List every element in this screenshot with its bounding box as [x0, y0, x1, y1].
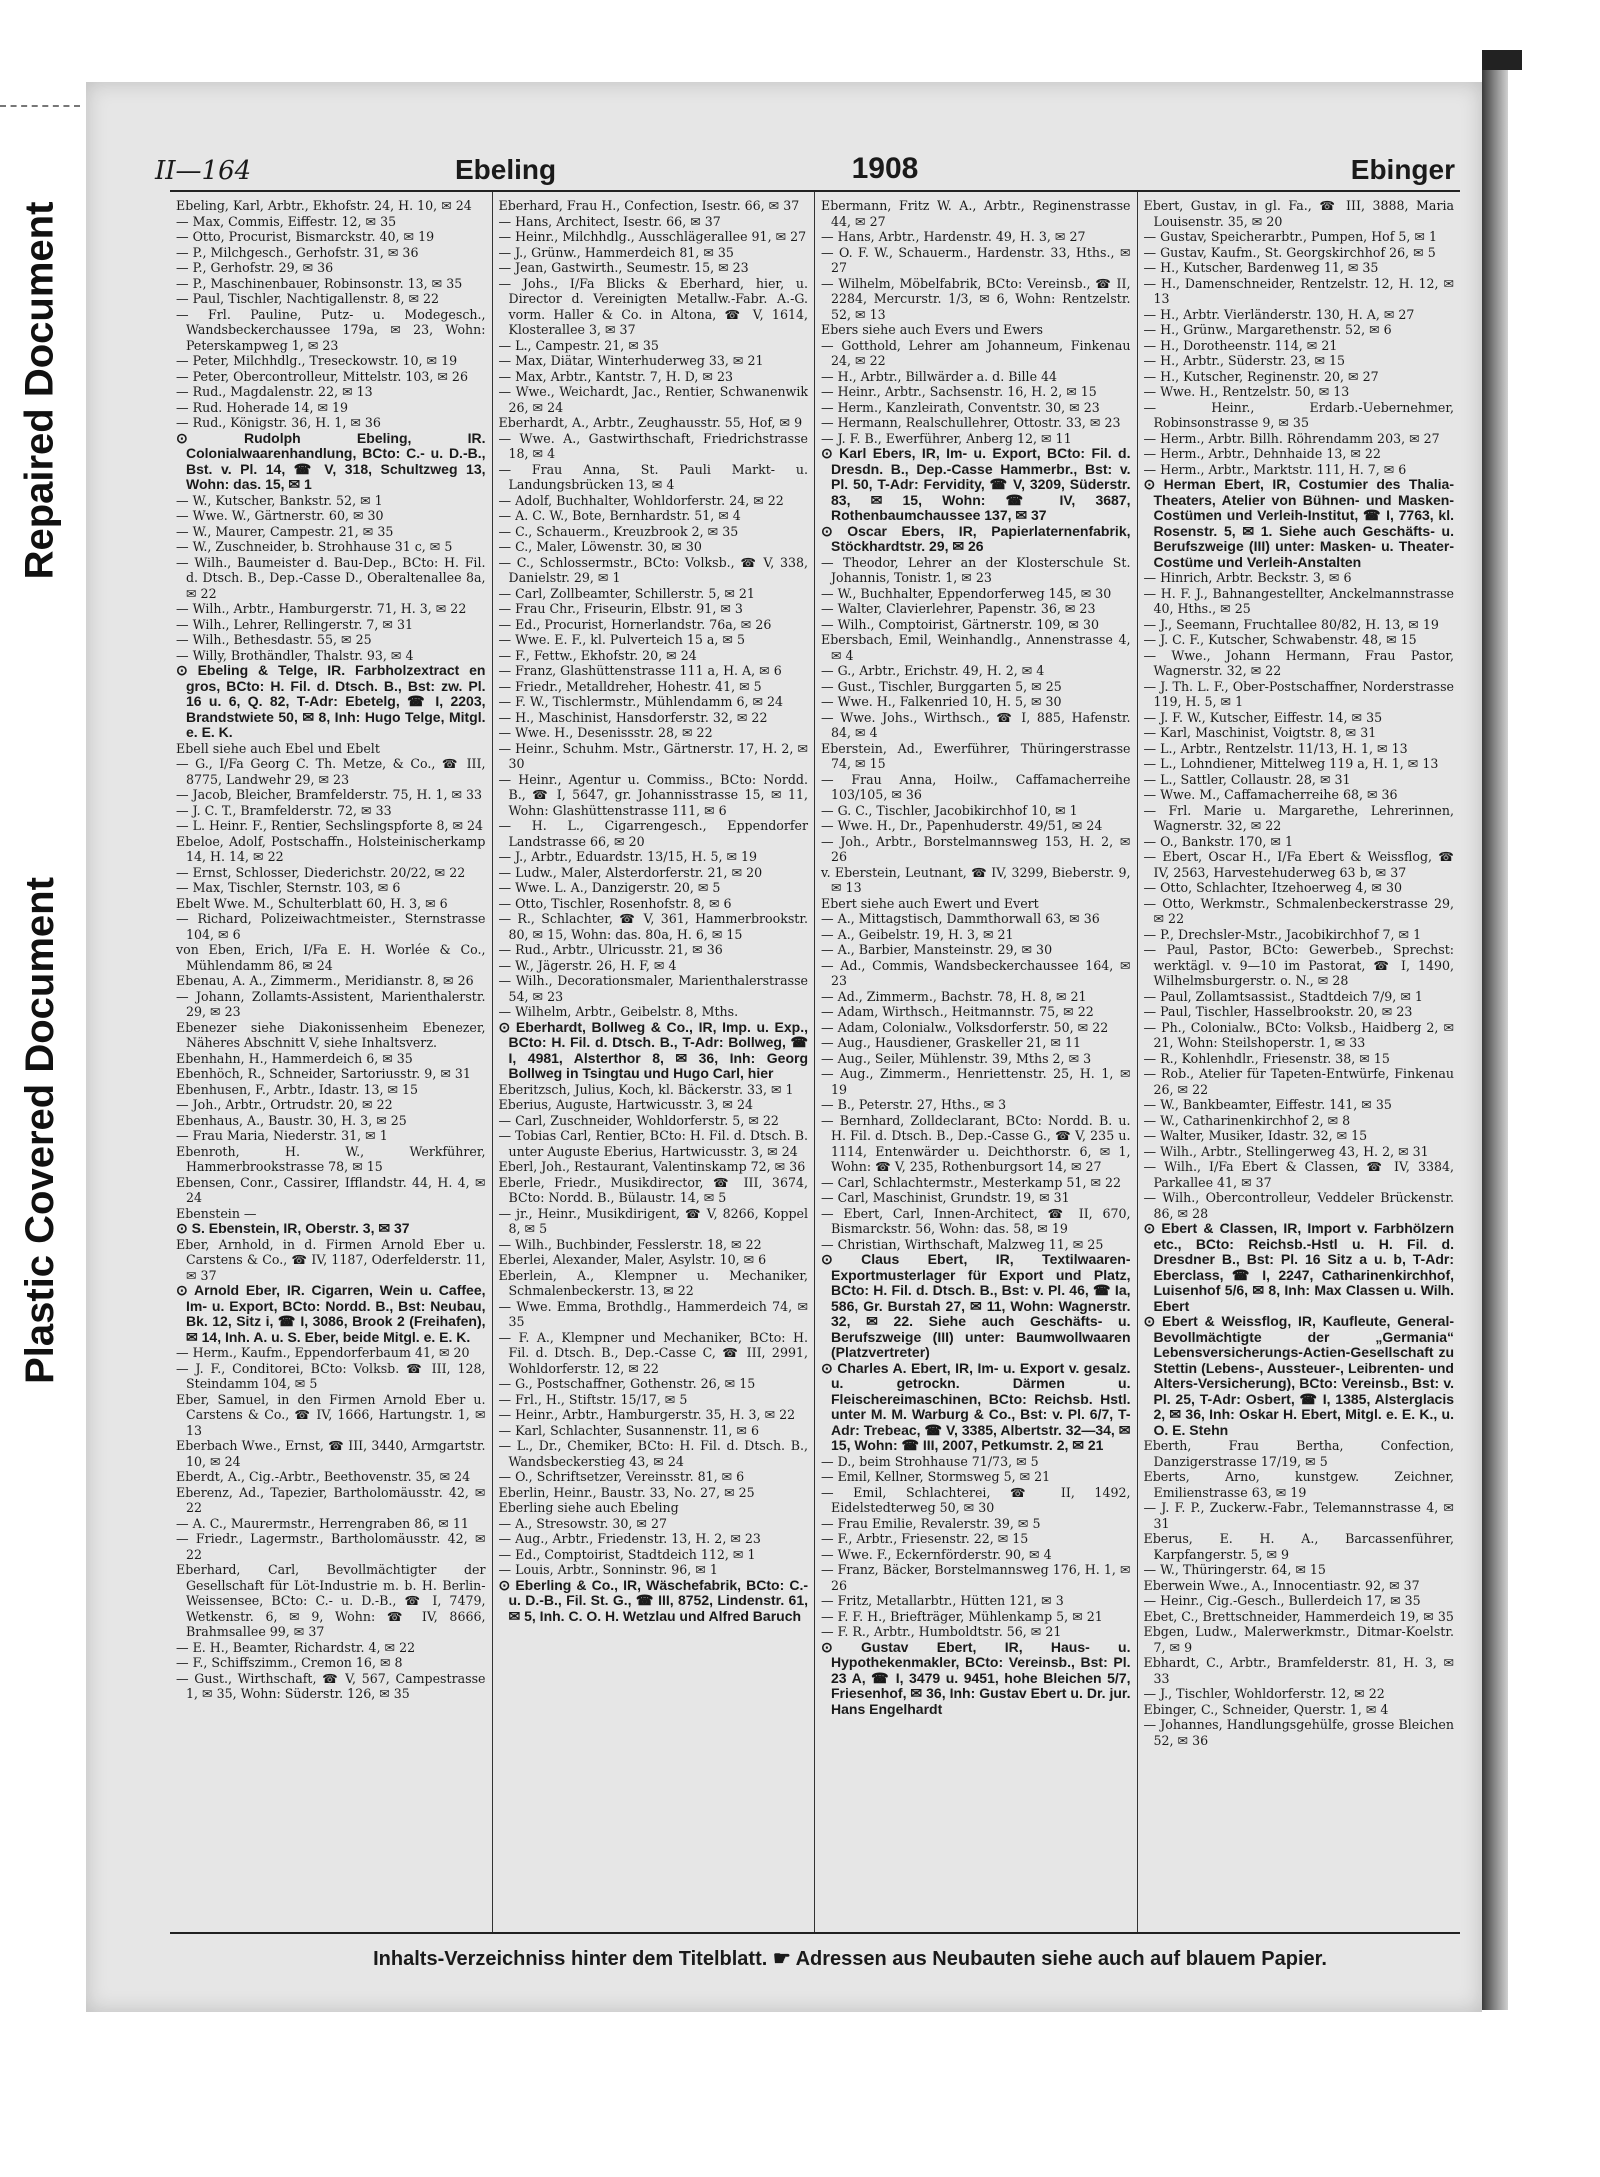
directory-entry: — Adolf, Buchhalter, Wohldorferstr. 24, ✉ 22 — [498, 492, 784, 508]
directory-entry: — L., Lohndiener, Mittelweg 119 a, H. 1, ✉ 13 — [1143, 756, 1439, 771]
directory-entry: — Herm., Arbtr., Marktstr. 111, H. 7, ✉ 6 — [1143, 461, 1407, 477]
directory-entry: — L., Dr., Chemiker, BCto: H. Fil. d. Dtsch. B., Wandsbeckerstieg 43, ✉ 24 — [498, 1438, 808, 1469]
directory-entry: — Wwe. H., Rentzelstr. 50, ✉ 13 — [1143, 384, 1350, 399]
directory-entry: — Frau Anna, Hoilw., Caffamacherreihe 103/105, ✉ 36 — [821, 771, 1131, 802]
directory-entry: — O. F. W., Schauerm., Hardenstr. 33, Hths., ✉ 27 — [821, 244, 1131, 275]
directory-entry: Ebers siehe auch Evers und Ewers — [821, 322, 1043, 337]
directory-entry: — Wwe., Johann Hermann, Frau Pastor, Wagnerstr. 32, ✉ 22 — [1143, 647, 1454, 678]
directory-entry: Ebenau, A. A., Zimmerm., Meridianstr. 8, ✉ 26 — [176, 973, 474, 988]
directory-entry: — Adam, Colonialw., Volksdorferstr. 50, ✉ 22 — [821, 1019, 1109, 1035]
directory-entry: — Hans, Arbtr., Hardenstr. 49, H. 3, ✉ 27 — [821, 229, 1086, 244]
directory-entry: — Max, Diätar, Winterhuderweg 33, ✉ 21 — [498, 353, 764, 368]
directory-entry: — F., Fettw., Ekhofstr. 20, ✉ 24 — [498, 647, 697, 663]
directory-entry: ⊙ Charles A. Ebert, IR, Im- u. Export v. gesalz. u. getrockn. Därmen u. Fleischereimaschinen, BCto: Reichsb. Hstl. unter M. M. Warburg & Co., Bst: v. Pl. 6/7, T-Adr: Trebeac, ☎ V, 3385, Albertstr. 32—34, ✉ 15, Wohn: ☎ III, 2007, Petkumstr. 2, ✉ 21 — [821, 1359, 1131, 1453]
directory-entry: — Wwe. H., Dr., Papenhuderstr. 49/51, ✉ 24 — [821, 818, 1103, 833]
directory-entry: — A. C. W., Bote, Bernhardstr. 51, ✉ 4 — [498, 508, 741, 523]
directory-entry: — P., Drechsler-Mstr., Jacobikirchhof 7, ✉ 1 — [1143, 926, 1422, 942]
directory-entry: ⊙ Ebert & Weissflog, IR, Kaufleute, General-Bevollmächtigte der „Germania“ Lebensversicherungs-Actien-Gesellschaft zu Stettin (Lebens-, Aussteuer-, Leibrenten- und Alters-Versicherung), BCto: Vereinsb., Bst: v. Pl. 25, T-Adr: Osbert, ☎ I, 1385, Alsterglacis 2, ✉ 36, Inh: Oskar H. Ebert, Mitgl. e. E. K., u. O. E. Stehn — [1143, 1313, 1454, 1438]
directory-entry: — Ebert, Carl, Innen-Architect, ☎ II, 670, Bismarckstr. 56, Wohn: das. 58, ✉ 19 — [821, 1205, 1131, 1236]
directory-entry: — Wilh., Lehrer, Rellingerstr. 7, ✉ 31 — [176, 616, 413, 632]
directory-entry: Eberling siehe auch Ebeling — [498, 1500, 679, 1515]
directory-entry: Eberius, Auguste, Hartwicusstr. 3, ✉ 24 — [498, 1097, 753, 1112]
directory-entry: — Fritz, Metallarbtr., Hütten 121, ✉ 3 — [821, 1593, 1064, 1608]
directory-entry: — Max, Commis, Eiffestr. 12, ✉ 35 — [176, 213, 397, 229]
directory-entry: — H., Arbtr., Süderstr. 23, ✉ 15 — [1143, 353, 1346, 368]
directory-entry: — Frau Maria, Niederstr. 31, ✉ 1 — [176, 1128, 388, 1143]
directory-entry: — Rob., Atelier für Tapeten-Entwürfe, Finkenau 26, ✉ 22 — [1143, 1066, 1454, 1097]
directory-entry: Ebenroth, H. W., Werkführer, Hammerbrookstrasse 78, ✉ 15 — [176, 1143, 486, 1174]
directory-entry: — Paul, Tischler, Hasselbrookstr. 20, ✉ 23 — [1143, 1004, 1413, 1019]
directory-entry: — Wwe. H., Desenissstr. 28, ✉ 22 — [498, 725, 713, 740]
directory-entry: — H., Damenschneider, Rentzelstr. 12, H. 12, ✉ 13 — [1143, 275, 1454, 306]
directory-entry: Ebermann, Fritz W. A., Arbtr., Reginenstrasse 44, ✉ 27 — [821, 198, 1131, 229]
directory-entry: — H., Kutscher, Reginenstr. 20, ✉ 27 — [1143, 368, 1379, 384]
directory-entry: — O., Schriftsetzer, Vereinsstr. 81, ✉ 6 — [498, 1469, 745, 1484]
directory-entry: — Frau Anna, St. Pauli Markt- u. Landungsbrücken 13, ✉ 4 — [498, 461, 808, 492]
directory-entry: Eberdt, A., Cig.-Arbtr., Beethovenstr. 35, ✉ 24 — [176, 1469, 471, 1484]
repaired-document-text: Repaired Document — [17, 201, 62, 579]
directory-entry: — J. C. T., Bramfelderstr. 72, ✉ 33 — [176, 802, 392, 818]
directory-entry: Ebenstein — — [176, 1205, 257, 1221]
directory-entry: — Wilh., Obercontrolleur, Veddeler Brückenstr. 86, ✉ 28 — [1143, 1190, 1454, 1221]
directory-entry: Eber, Samuel, in den Firmen Arnold Eber u. Carstens & Co., ☎ IV, 1666, Hartungstr. 1, ✉ 13 — [176, 1391, 486, 1438]
directory-entry: — Aug., Zimmerm., Henriettenstr. 25, H. 1, ✉ 19 — [821, 1066, 1131, 1097]
directory-entry: — F., Arbtr., Friesenstr. 22, ✉ 15 — [821, 1531, 1029, 1546]
directory-entry: — Ed., Procurist, Hornerlandstr. 76a, ✉ 26 — [498, 616, 772, 632]
directory-entry: — Wwe. Emma, Brothdlg., Hammerdeich 74, ✉ 35 — [498, 1298, 808, 1329]
directory-entry: — Karl, Maschinist, Voigtstr. 8, ✉ 31 — [1143, 725, 1377, 740]
directory-entry: — F. F. H., Briefträger, Mühlenkamp 5, ✉ 21 — [821, 1608, 1103, 1624]
directory-entry: — Heinr., Schuhm. Mstr., Gärtnerstr. 17, H. 2, ✉ 30 — [498, 740, 808, 771]
directory-entry: Ebhardt, C., Arbtr., Bramfelderstr. 81, H. 3, ✉ 33 — [1143, 1655, 1454, 1686]
directory-entry: — W., Maurer, Campestr. 21, ✉ 35 — [176, 523, 394, 539]
directory-entry: Ebenhaus, A., Baustr. 30, H. 3, ✉ 25 — [176, 1112, 407, 1128]
directory-entry: Ebenezer siehe Diakonissenheim Ebenezer, Näheres Abschnitt V, siehe Inhaltsverz. — [176, 1019, 486, 1050]
directory-entry: Ebet, C., Brettschneider, Hammerdeich 19, ✉ 35 — [1143, 1608, 1454, 1624]
directory-entry: — Frau Emilie, Revalerstr. 39, ✉ 5 — [821, 1515, 1041, 1531]
directory-entry: — Otto, Procurist, Bismarckstr. 40, ✉ 19 — [176, 229, 435, 244]
directory-entry: Ebert siehe auch Ewert und Evert — [821, 895, 1039, 911]
column-4 — [1138, 192, 1461, 1932]
directory-entry: — Gotthold, Lehrer am Johanneum, Finkenau 24, ✉ 22 — [821, 337, 1131, 368]
directory-entry: — Herm., Kaufm., Eppendorferbaum 41, ✉ 20 — [176, 1345, 470, 1360]
directory-entry: — Paul, Zollamtsassist., Stadtdeich 7/9, ✉ 1 — [1143, 988, 1423, 1004]
directory-entry: — Ernst, Schlosser, Diederichstr. 20/22, ✉ 22 — [176, 864, 466, 880]
directory-entry: — H. F. J., Bahnangestellter, Anckelmannstrasse 40, Hths., ✉ 25 — [1143, 585, 1454, 616]
directory-entry: — G., Arbtr., Erichstr. 49, H. 2, ✉ 4 — [821, 663, 1045, 678]
directory-columns — [170, 190, 1460, 1934]
directory-entry: — H., Kutscher, Bardenweg 11, ✉ 35 — [1143, 260, 1379, 275]
directory-entry: — Heinr., Arbtr., Hamburgerstr. 35, H. 3, ✉ 22 — [498, 1407, 796, 1422]
directory-entry: — G., I/Fa Georg C. Th. Metze, & Co., ☎ III, 8775, Landwehr 29, ✉ 23 — [176, 756, 486, 787]
directory-entry: v. Eberstein, Leutnant, ☎ IV, 3299, Bieberstr. 9, ✉ 13 — [821, 864, 1131, 895]
directory-entry: Eberlei, Alexander, Maler, Asylstr. 10, ✉ 6 — [498, 1252, 767, 1267]
directory-entry: — P., Gerhofstr. 29, ✉ 36 — [176, 260, 334, 275]
directory-entry: Eberle, Friedr., Musikdirector, ☎ III, 3674, BCto: Nordd. B., Bülaustr. 14, ✉ 5 — [498, 1174, 808, 1205]
directory-entry: — Max, Tischler, Sternstr. 103, ✉ 6 — [176, 880, 401, 895]
directory-entry: — J., Seemann, Fruchtallee 80/82, H. 13, ✉ 19 — [1143, 616, 1439, 632]
directory-entry: — A., Barbier, Mansteinstr. 29, ✉ 30 — [821, 942, 1053, 957]
directory-entry: — Theodor, Lehrer an der Klosterschule St. Johannis, Tonistr. 1, ✉ 23 — [821, 554, 1131, 585]
directory-entry: — Peter, Obercontrolleur, Mittelstr. 103, ✉ 26 — [176, 368, 468, 384]
directory-entry: Eberhardt, A., Arbtr., Zeughausstr. 55, Hof, ✉ 9 — [498, 415, 803, 430]
directory-entry: — G. C., Tischler, Jacobikirchhof 10, ✉ 1 — [821, 802, 1078, 818]
directory-entry: — Emil, Schlachterei, ☎ II, 1492, Eidelstedterweg 50, ✉ 30 — [821, 1484, 1131, 1515]
directory-entry: — Wilh., Baumeister d. Bau-Dep., BCto: H. Fil. d. Dtsch. B., Dep.-Casse D., Oberaltenallee 8a, ✉ 22 — [176, 554, 486, 601]
directory-entry: — P., Maschinenbauer, Robinsonstr. 13, ✉ 35 — [176, 275, 463, 291]
directory-entry: — L., Campestr. 21, ✉ 35 — [498, 337, 659, 353]
directory-entry: — Christian, Wirthschaft, Malzweg 11, ✉ 25 — [821, 1236, 1104, 1252]
directory-entry: Ebenhahn, H., Hammerdeich 6, ✉ 35 — [176, 1050, 413, 1066]
directory-entry: ⊙ S. Ebenstein, IR, Oberstr. 3, ✉ 37 — [176, 1220, 410, 1236]
directory-entry: — C., Maler, Löwenstr. 30, ✉ 30 — [498, 539, 702, 554]
directory-entry: — Friedr., Metalldreher, Hohestr. 41, ✉ 5 — [498, 678, 762, 694]
directory-entry: — Wwe. L. A., Danzigerstr. 20, ✉ 5 — [498, 880, 721, 895]
directory-entry: — Rud. Hoherade 14, ✉ 19 — [176, 399, 349, 415]
directory-entry: Ebensen, Conr., Cassirer, Ifflandstr. 44, H. 4, ✉ 24 — [176, 1174, 486, 1205]
directory-entry: Eberitzsch, Julius, Koch, kl. Bäckerstr. 33, ✉ 1 — [498, 1081, 794, 1097]
page-number: II—164 — [155, 156, 252, 186]
directory-entry: — Ed., Comptoirist, Stadtdeich 112, ✉ 1 — [498, 1546, 756, 1562]
directory-entry: — H., Grünw., Margarethenstr. 52, ✉ 6 — [1143, 322, 1392, 337]
directory-entry: Eberl, Joh., Restaurant, Valentinskamp 72, ✉ 36 — [498, 1159, 806, 1174]
directory-entry: — Willy, Brothändler, Thalstr. 93, ✉ 4 — [176, 647, 414, 663]
dashed-cut-line — [0, 105, 80, 107]
directory-entry: — Johs., I/Fa Blicks & Eberhard, hier, u. Director d. Vereinigten Metallw.-Fabr. A.-G. vorm. Haller & Co. in Altona, ☎ V, 1614, Klosterallee 3, ✉ 37 — [498, 275, 808, 337]
directory-entry: — Wilh., I/Fa Ebert & Classen, ☎ IV, 3384, Parkallee 41, ✉ 37 — [1143, 1159, 1454, 1190]
directory-entry: — G., Postschaffner, Gothenstr. 26, ✉ 15 — [498, 1376, 756, 1391]
directory-entry: — L. Heinr. F., Rentier, Sechslingspforte 8, ✉ 24 — [176, 818, 484, 833]
directory-entry: — A., Stresowstr. 30, ✉ 27 — [498, 1515, 667, 1531]
directory-entry: — Wwe. Johs., Wirthsch., ☎ I, 885, Hafenstr. 84, ✉ 4 — [821, 709, 1131, 740]
directory-entry: — Wwe., Weichardt, Jac., Rentier, Schwanenwik 26, ✉ 24 — [498, 384, 808, 415]
column-2 — [493, 192, 816, 1932]
directory-entry: Ebgen, Ludw., Malerwerkmstr., Ditmar-Koelstr. 7, ✉ 9 — [1143, 1624, 1454, 1655]
footer-note: Inhalts-Verzeichniss hinter dem Titelblatt. ☛ Adressen aus Neubauten siehe auch auf blauem Papier. — [373, 1948, 1327, 1970]
directory-entry: — Wilh., Comptoirist, Gärtnerstr. 109, ✉ 30 — [821, 616, 1099, 632]
directory-entry: — Richard, Polizeiwachtmeister., Sternstrasse 104, ✉ 6 — [176, 911, 486, 942]
directory-entry: — C., Schlossermstr., BCto: Volksb., ☎ V, 338, Danielstr. 29, ✉ 1 — [498, 554, 808, 585]
directory-entry: — L., Sattler, Collaustr. 28, ✉ 31 — [1143, 771, 1351, 787]
directory-entry: Eberbach Wwe., Ernst, ☎ III, 3440, Armgartstr. 10, ✉ 24 — [176, 1438, 486, 1469]
directory-entry: — Walter, Musiker, Idastr. 32, ✉ 15 — [1143, 1128, 1368, 1143]
directory-entry: — J. F. P., Zuckerw.-Fabr., Telemannstrasse 4, ✉ 31 — [1143, 1500, 1454, 1531]
directory-entry: Eberus, E. H. A., Barcassenführer, Karpfangerstr. 5, ✉ 9 — [1143, 1531, 1454, 1562]
directory-entry: ⊙ Oscar Ebers, IR, Papierlaternenfabrik, Stöckhardtstr. 29, ✉ 26 — [821, 522, 1131, 554]
directory-entry: — Jean, Gastwirth., Seumestr. 15, ✉ 23 — [498, 260, 749, 275]
directory-entry: — Bernhard, Zolldeclarant, BCto: Nordd. B. u. H. Fil. d. Dtsch. B., Dep.-Casse G., ☎ V, 235 u. 1114, Entenwärder u. Deichthorstr. 6, ✉ 1, Wohn: ☎ V, 235, Rothenburgsort 14, ✉ 27 — [821, 1112, 1131, 1174]
first-headword: Ebeling — [455, 154, 557, 185]
directory-entry: — W., Kutscher, Bankstr. 52, ✉ 1 — [176, 492, 383, 508]
directory-entry: — Ad., Zimmerm., Bachstr. 78, H. 8, ✉ 21 — [821, 988, 1087, 1004]
directory-entry: — F. R., Arbtr., Humboldtstr. 56, ✉ 21 — [821, 1624, 1062, 1639]
column-1 — [170, 192, 493, 1932]
directory-entry: — A., Mittagstisch, Dammthorwall 63, ✉ 36 — [821, 911, 1100, 926]
directory-entry: — W., Jägerstr. 26, H. F, ✉ 4 — [498, 957, 677, 973]
directory-entry: — Wwe. H., Falkenried 10, H. 5, ✉ 30 — [821, 694, 1062, 709]
directory-entry: — Carl, Schlachtermstr., Mesterkamp 51, ✉ 22 — [821, 1174, 1122, 1190]
directory-entry: Eberhard, Carl, Bevollmächtigter der Gesellschaft für Löt-Industrie m. b. H. Berlin-Weissensee, BCto: C.- u. D.-B., ☎ I, 7479, Wetkenstr. 6, ✉ 9, Wohn: ☎ IV, 8666, Brahmsallee 99, ✉ 37 — [176, 1562, 486, 1639]
directory-entry: — Hans, Architect, Isestr. 66, ✉ 37 — [498, 213, 721, 229]
directory-entry: ⊙ Gustav Ebert, IR, Haus- u. Hypothekenmakler, BCto: Vereinsb., Bst: Pl. 23 A, ☎ I, 3479 u. 9451, hohe Bleichen 5/7, Friesenhof, ✉ 36, Inh: Gustav Ebert u. Dr. jur. Hans Engelhardt — [821, 1638, 1131, 1717]
directory-entry: — Otto, Tischler, Rosenhofstr. 8, ✉ 6 — [498, 895, 732, 911]
directory-entry: — Wilhelm, Arbtr., Geibelstr. 8, Mths. — [498, 1004, 739, 1019]
directory-entry: — H., Arbtr. Vierländerstr. 130, H. A, ✉ 27 — [1143, 306, 1415, 322]
directory-entry: — P., Milchgesch., Gerhofstr. 31, ✉ 36 — [176, 244, 419, 260]
binding-edge — [1482, 50, 1508, 2010]
directory-entry: Eber, Arnhold, in d. Firmen Arnold Eber u. Carstens & Co., ☎ IV, 1187, Oderfelderstr. 11, ✉ 37 — [176, 1236, 486, 1283]
directory-entry: — A., Geibelstr. 19, H. 3, ✉ 21 — [821, 926, 1014, 942]
directory-entry: — Gust., Wirthschaft, ☎ V, 567, Campestrasse 1, ✉ 35, Wohn: Süderstr. 126, ✉ 35 — [176, 1670, 486, 1701]
directory-entry: ⊙ Ebert & Classen, IR, Import v. Farbhölzern etc., BCto: Reichsb.-Hstl u. H. Fil. d. Dresdner B., Bst: Pl. 16 Sitz a u. b, T-Adr: Eberclass, ☎ I, 2247, Catharinenkirchhof, Luisenhof 5/6, ✉ 8, Inh: Max Classen u. Wilh. Ebert — [1143, 1220, 1454, 1314]
directory-entry: Eberts, Arno, kunstgew. Zeichner, Emilienstrasse 63, ✉ 19 — [1143, 1469, 1454, 1500]
plastic-covered-label — [0, 690, 80, 1570]
directory-entry: — F. W., Tischlermstr., Mühlendamm 6, ✉ 24 — [498, 694, 784, 709]
directory-entry: — Otto, Schlachter, Itzehoerweg 4, ✉ 30 — [1143, 880, 1402, 895]
directory-entry: — Gustav, Kaufm., St. Georgskirchhof 26, ✉ 5 — [1143, 244, 1436, 260]
directory-entry: — Hinrich, Arbtr. Beckstr. 3, ✉ 6 — [1143, 570, 1352, 585]
directory-entry: — Wilh., Decorationsmaler, Marienthalerstrasse 54, ✉ 23 — [498, 973, 808, 1004]
directory-entry: — Ph., Colonialw., BCto: Volksb., Haidberg 2, ✉ 21, Wohn: Steilshoperstr. 1, ✉ 33 — [1143, 1019, 1454, 1050]
directory-entry: — H., Dorotheenstr. 114, ✉ 21 — [1143, 337, 1338, 353]
directory-entry: Ebersbach, Emil, Weinhandlg., Annenstrasse 4, ✉ 4 — [821, 632, 1131, 663]
directory-entry: ⊙ Karl Ebers, IR, Im- u. Export, BCto: Fil. d. Dresdn. B., Dep.-Casse Hammerbr., Bst: v. Pl. 50, T-Adr: Fervidity, ☎ V, 3209, Süderstr. 83, ✉ 15, Wohn: ☎ IV, 3687, Rothenbaumchaussee 137, ✉ 37 — [821, 445, 1131, 523]
directory-entry: Ebell siehe auch Ebel und Ebelt — [176, 740, 380, 756]
directory-entry: — Frau Chr., Friseurin, Elbstr. 91, ✉ 3 — [498, 601, 743, 616]
directory-entry: — Gust., Tischler, Burggarten 5, ✉ 25 — [821, 678, 1062, 694]
directory-entry: — Karl, Schlachter, Susannenstr. 11, ✉ 6 — [498, 1422, 759, 1438]
directory-entry: — Herm., Kanzleirath, Conventstr. 30, ✉ 23 — [821, 399, 1100, 415]
last-headword: Ebinger — [1350, 154, 1455, 185]
directory-entry: — Joh., Arbtr., Ortrudstr. 20, ✉ 22 — [176, 1097, 393, 1112]
directory-entry: — Joh., Arbtr., Borstelmannsweg 153, H. 2, ✉ 26 — [821, 833, 1131, 864]
directory-entry: — J., Tischler, Wohldorferstr. 12, ✉ 22 — [1143, 1686, 1385, 1701]
directory-entry: — J., Arbtr., Eduardstr. 13/15, H. 5, ✉ 19 — [498, 849, 758, 864]
directory-entry: Eberlin, Heinr., Baustr. 33, No. 27, ✉ 25 — [498, 1484, 755, 1500]
directory-entry: Ebeling, Karl, Arbtr., Ekhofstr. 24, H. 10, ✉ 24 — [176, 198, 472, 213]
directory-entry: — C., Schauerm., Kreuzbrook 2, ✉ 35 — [498, 523, 739, 539]
directory-entry: — Paul, Pastor, BCto: Gewerbeb., Sprechst: werktägl. v. 9—10 im Pastorat, ☎ I, 1490, Wilhelmsburgerstr. o. N., ✉ 28 — [1143, 942, 1454, 988]
directory-entry: Ebenhusen, F., Arbtr., Idastr. 13, ✉ 15 — [176, 1081, 419, 1097]
directory-entry: — Frl. Marie u. Margarethe, Lehrerinnen, Wagnerstr. 32, ✉ 22 — [1143, 802, 1454, 833]
directory-entry: — Aug., Arbtr., Friedenstr. 13, H. 2, ✉ 23 — [498, 1531, 761, 1546]
plastic-covered-text: Plastic Covered Document — [17, 876, 62, 1384]
directory-entry: — Otto, Werkmstr., Schmalenbeckerstrasse 29, ✉ 22 — [1143, 895, 1454, 926]
directory-entry: Ebelt Wwe. M., Schulterblatt 60, H. 3, ✉ 6 — [176, 895, 448, 911]
directory-entry: — W., Thüringerstr. 64, ✉ 15 — [1143, 1562, 1326, 1577]
directory-entry: Eberlein, A., Klempner u. Mechaniker, Schmalenbeckerstr. 13, ✉ 22 — [498, 1267, 808, 1298]
directory-entry: — Hermann, Realschullehrer, Ottostr. 33, ✉ 23 — [821, 415, 1121, 430]
directory-entry: ⊙ Herman Ebert, IR, Costumier des Thalia-Theaters, Atelier von Bühnen- und Masken-Costümen und Verleih-Institut, ☎ I, 7763, kl. Rosenstr. 5, ✉ 1. Siehe auch Geschäfts- u. Berufszweige (III) unter: Masken- u. Theater-Costüme und Verleih-Anstalten — [1143, 476, 1454, 570]
directory-entry: Ebeloe, Adolf, Postschaffn., Holsteinischerkamp 14, H. 14, ✉ 22 — [176, 833, 486, 864]
directory-entry: — Carl, Zuschneider, Wohldorferstr. 5, ✉ 22 — [498, 1112, 779, 1128]
directory-entry: Ebert, Gustav, in gl. Fa., ☎ III, 3888, Maria Louisenstr. 35, ✉ 20 — [1143, 198, 1454, 229]
directory-entry: — Tobias Carl, Rentier, BCto: H. Fil. d. Dtsch. B. unter Auguste Eberius, Hartwicusstr. 3, ✉ 24 — [498, 1128, 808, 1159]
directory-entry: — Carl, Maschinist, Grundstr. 19, ✉ 31 — [821, 1190, 1070, 1205]
directory-entry: — W., Catharinenkirchhof 2, ✉ 8 — [1143, 1112, 1351, 1128]
directory-entry: — H., Arbtr., Billwärder a. d. Bille 44 — [821, 368, 1058, 384]
directory-entry: — H. L., Cigarrengesch., Eppendorfer Landstrasse 66, ✉ 20 — [498, 818, 808, 849]
directory-entry: — Wilh., Buchbinder, Fesslerstr. 18, ✉ 22 — [498, 1236, 762, 1252]
directory-entry: Eberenz, Ad., Tapezier, Bartholomäusstr. 42, ✉ 22 — [176, 1484, 486, 1515]
directory-entry: — Wilhelm, Möbelfabrik, BCto: Vereinsb., ☎ II, 2284, Mercurstr. 1/3, ✉ 6, Wohn: Rentzelstr. 52, ✉ 13 — [821, 275, 1131, 322]
column-3 — [815, 192, 1138, 1932]
directory-entry: — Heinr., Agentur u. Commiss., BCto: Nordd. B., ☎ I, 5647, gr. Johannisstrasse 15, ✉ 11, Wohn: Glashüttenstrasse 111, ✉ 6 — [498, 771, 808, 818]
directory-entry: ⊙ Rudolph Ebeling, IR. Colonialwaarenhandlung, BCto: C.- u. D.-B., Bst. v. Pl. 14, ☎ V, 318, Schultzweg 13, Wohn: das. 15, ✉ 1 — [176, 429, 486, 492]
directory-entry: — Friedr., Lagermstr., Bartholomäusstr. 42, ✉ 22 — [176, 1531, 486, 1562]
directory-entry: — Carl, Zollbeamter, Schillerstr. 5, ✉ 21 — [498, 585, 755, 601]
directory-entry: — W., Bankbeamter, Eiffestr. 141, ✉ 35 — [1143, 1097, 1392, 1112]
directory-entry: — Heinr., Cig.-Gesch., Bullerdeich 17, ✉ 35 — [1143, 1593, 1421, 1608]
directory-entry: — Frl. Pauline, Putz- u. Modegesch., Wandsbeckerchaussee 179a, ✉ 23, Wohn: Peterskampweg 1, ✉ 23 — [176, 306, 486, 353]
directory-entry: — Rud., Königstr. 36, H. 1, ✉ 36 — [176, 415, 381, 430]
directory-entry: — Heinr., Milchhdlg., Ausschlägerallee 91, ✉ 27 — [498, 229, 807, 244]
directory-entry: — Ludw., Maler, Alsterdorferstr. 21, ✉ 20 — [498, 864, 763, 880]
repaired-document-label — [0, 130, 80, 650]
directory-entry: — D., beim Strohhause 71/73, ✉ 5 — [821, 1453, 1039, 1469]
directory-entry: — Wwe. F., Eckernförderstr. 90, ✉ 4 — [821, 1546, 1052, 1562]
directory-entry: Ebinger, C., Schneider, Querstr. 1, ✉ 4 — [1143, 1701, 1389, 1717]
directory-entry: Ebenhöch, R., Schneider, Sartoriusstr. 9, ✉ 31 — [176, 1066, 471, 1081]
directory-entry: — Rud., Magdalenstr. 22, ✉ 13 — [176, 384, 373, 399]
directory-entry: — J., Grünw., Hammerdeich 81, ✉ 35 — [498, 244, 734, 260]
directory-entry: — Johannes, Handlungsgehülfe, grosse Bleichen 52, ✉ 36 — [1143, 1717, 1454, 1748]
directory-entry: ⊙ Eberhardt, Bollweg & Co., IR, Imp. u. Exp., BCto: H. Fil. d. Dtsch. B., T-Adr: Bollweg, ☎ I, 4981, Alsterthor 8, ✉ 36, Inh: Georg Bollweg in Tsingtau und Hugo Carl, hier — [498, 1018, 808, 1081]
directory-entry: — Franz, Glashüttenstrasse 111 a, H. A, ✉ 6 — [498, 663, 782, 678]
directory-entry: — J. F., Conditorei, BCto: Volksb. ☎ III, 128, Steindamm 104, ✉ 5 — [176, 1360, 486, 1391]
directory-entry: — Emil, Kellner, Stormsweg 5, ✉ 21 — [821, 1469, 1051, 1484]
directory-entry: — F., Schiffszimm., Cremon 16, ✉ 8 — [176, 1655, 403, 1670]
directory-entry: — Gustav, Speicherarbtr., Pumpen, Hof 5, ✉ 1 — [1143, 229, 1438, 244]
directory-entry: — R., Schlachter, ☎ V, 361, Hammerbrookstr. 80, ✉ 15, Wohn: das. 80a, H. 6, ✉ 15 — [498, 911, 808, 942]
directory-entry: Eberstein, Ad., Ewerführer, Thüringerstrasse 74, ✉ 15 — [821, 740, 1131, 771]
directory-entry: — Adam, Wirthsch., Heitmannstr. 75, ✉ 22 — [821, 1004, 1094, 1019]
directory-entry: — Jacob, Bleicher, Bramfelderstr. 75, H. 1, ✉ 33 — [176, 787, 483, 802]
directory-entry: — L., Arbtr., Rentzelstr. 11/13, H. 1, ✉ 13 — [1143, 740, 1408, 756]
directory-entry: — Wwe. M., Caffamacherreihe 68, ✉ 36 — [1143, 787, 1398, 802]
binding-edge-top — [1482, 50, 1522, 70]
directory-entry: — Herm., Arbtr., Dehnhaide 13, ✉ 22 — [1143, 446, 1381, 461]
directory-entry: — H., Maschinist, Hansdorferstr. 32, ✉ 22 — [498, 709, 768, 725]
year: 1908 — [851, 152, 919, 185]
directory-entry: — Franz, Bäcker, Borstelmannsweg 176, H. 1, ✉ 26 — [821, 1562, 1131, 1593]
directory-entry: — jr., Heinr., Musikdirigent, ☎ V, 8266, Koppel 8, ✉ 5 — [498, 1205, 808, 1236]
directory-entry: — O., Bankstr. 170, ✉ 1 — [1143, 833, 1293, 849]
directory-entry: ⊙ Eberling & Co., IR, Wäschefabrik, BCto: C.- u. D.-B., Fil. St. G., ☎ III, 8752, Lindenstr. 61, ✉ 5, Inh. C. O. H. Wetzlau und Alfred Baruch — [498, 1576, 808, 1624]
directory-entry: — J. C. F., Kutscher, Schwabenstr. 48, ✉ 15 — [1143, 632, 1417, 647]
directory-entry: ⊙ Arnold Eber, IR. Cigarren, Wein u. Caffee, Im- u. Export, BCto: Nordd. B., Bst: Neubau, Bk. 12, Sitz i, ☎ I, 3086, Brook 2 (Freihafen), ✉ 14, Inh. A. u. S. Eber, beide Mitgl. e. E. K. — [176, 1282, 486, 1345]
directory-entry: — Wilh., Bethesdastr. 55, ✉ 25 — [176, 632, 372, 647]
directory-entry: — Wwe. A., Gastwirthschaft, Friedrichstrasse 18, ✉ 4 — [498, 430, 808, 461]
directory-entry: — Wwe. W., Gärtnerstr. 60, ✉ 30 — [176, 508, 384, 523]
directory-entry: — Louis, Arbtr., Sonninstr. 96, ✉ 1 — [498, 1562, 718, 1577]
directory-entry: — Paul, Tischler, Nachtigallenstr. 8, ✉ 22 — [176, 291, 440, 306]
directory-entry: — Rud., Arbtr., Ulricusstr. 21, ✉ 36 — [498, 942, 723, 957]
directory-entry: — Herm., Arbtr. Billh. Röhrendamm 203, ✉ 27 — [1143, 430, 1440, 446]
directory-entry: — Walter, Clavierlehrer, Papenstr. 36, ✉ 23 — [821, 601, 1096, 616]
directory-entry: — Ebert, Oscar H., I/Fa Ebert & Weissflog, ☎ IV, 2563, Harvestehuderweg 63 b, ✉ 37 — [1143, 849, 1454, 880]
directory-entry: — Aug., Seiler, Mühlenstr. 39, Mths 2, ✉ 3 — [821, 1050, 1092, 1066]
directory-entry: — J. Th. L. F., Ober-Postschaffner, Norderstrasse 119, H. 5, ✉ 1 — [1143, 678, 1454, 709]
directory-entry: — Wilh., Arbtr., Stellingerweg 43, H. 2, ✉ 31 — [1143, 1143, 1429, 1159]
directory-entry: — Ad., Commis, Wandsbeckerchaussee 164, ✉ 23 — [821, 957, 1131, 988]
directory-entry: — Heinr., Erdarb.-Uebernehmer, Robinsonstrasse 9, ✉ 35 — [1143, 399, 1454, 430]
directory-entry: von Eben, Erich, I/Fa E. H. Worlée & Co., Mühlendamm 86, ✉ 24 — [176, 942, 486, 973]
directory-entry: — Wwe. E. F., kl. Pulverteich 15 a, ✉ 5 — [498, 632, 745, 647]
directory-entry: Eberwein Wwe., A., Innocentiastr. 92, ✉ 37 — [1143, 1577, 1420, 1593]
directory-entry: — Frl., H., Stiftstr. 15/17, ✉ 5 — [498, 1391, 688, 1407]
directory-entry: — Wilh., Arbtr., Hamburgerstr. 71, H. 3, ✉ 22 — [176, 601, 467, 616]
directory-entry: — Heinr., Arbtr., Sachsenstr. 16, H. 2, ✉ 15 — [821, 384, 1097, 399]
directory-entry: Eberhard, Frau H., Confection, Isestr. 66, ✉ 37 — [498, 198, 800, 213]
directory-entry: — W., Buchhalter, Eppendorferweg 145, ✉ 30 — [821, 585, 1112, 601]
directory-entry: — Aug., Hausdiener, Graskeller 21, ✉ 11 — [821, 1035, 1081, 1050]
directory-entry: — J. F. W., Kutscher, Eiffestr. 14, ✉ 35 — [1143, 709, 1383, 725]
directory-entry: — F. A., Klempner und Mechaniker, BCto: H. Fil. d. Dtsch. B., Dep.-Casse C, ☎ III, 2991, Wohldorferstr. 12, ✉ 22 — [498, 1329, 808, 1376]
directory-entry: — B., Peterstr. 27, Hths., ✉ 3 — [821, 1097, 1007, 1112]
directory-entry: Eberth, Frau Bertha, Confection, Danzigerstrasse 17/19, ✉ 5 — [1143, 1438, 1454, 1469]
directory-entry: — Peter, Milchhdlg., Treseckowstr. 10, ✉ 19 — [176, 353, 458, 368]
directory-entry: ⊙ Claus Ebert, IR, Textilwaaren-Exportmusterlager für Export und Platz, BCto: H. Fil. d. Dtsch. B., Bst: v. Pl. 46, ☎ Ia, 586, Gr. Burstah 27, ✉ 11, Wohn: Wagnerstr. 32, ✉ 22. Siehe auch Geschäfts- u. Berufszweige (III) unter: Baumwollwaaren (Platzvertreter) — [821, 1251, 1131, 1360]
page-header — [155, 138, 1455, 186]
directory-entry: — R., Kohlenhdlr., Friesenstr. 38, ✉ 15 — [1143, 1050, 1390, 1066]
directory-entry: — Johann, Zollamts-Assistent, Marienthalerstr. 29, ✉ 23 — [176, 988, 486, 1019]
directory-entry: ⊙ Ebeling & Telge, IR. Farbholzextract en gros, BCto: H. Fil. d. Dtsch. B., Bst: zw. Pl. 16 u. 6, Q. 82, T-Adr: Ebetelg, ☎ I, 2203, Brandstwiete 50, ✉ 8, Inh: Hugo Telge, Mitgl. e. E. K. — [176, 662, 486, 740]
directory-entry: — Max, Arbtr., Kantstr. 7, H. D, ✉ 23 — [498, 368, 733, 384]
directory-entry: — J. F. B., Ewerführer, Anberg 12, ✉ 11 — [821, 430, 1072, 446]
directory-entry: — A. C., Maurermstr., Herrengraben 86, ✉ 11 — [176, 1515, 469, 1531]
directory-entry: — E. H., Beamter, Richardstr. 4, ✉ 22 — [176, 1639, 416, 1655]
directory-entry: — W., Zuschneider, b. Strohhause 31 c, ✉ 5 — [176, 539, 453, 554]
